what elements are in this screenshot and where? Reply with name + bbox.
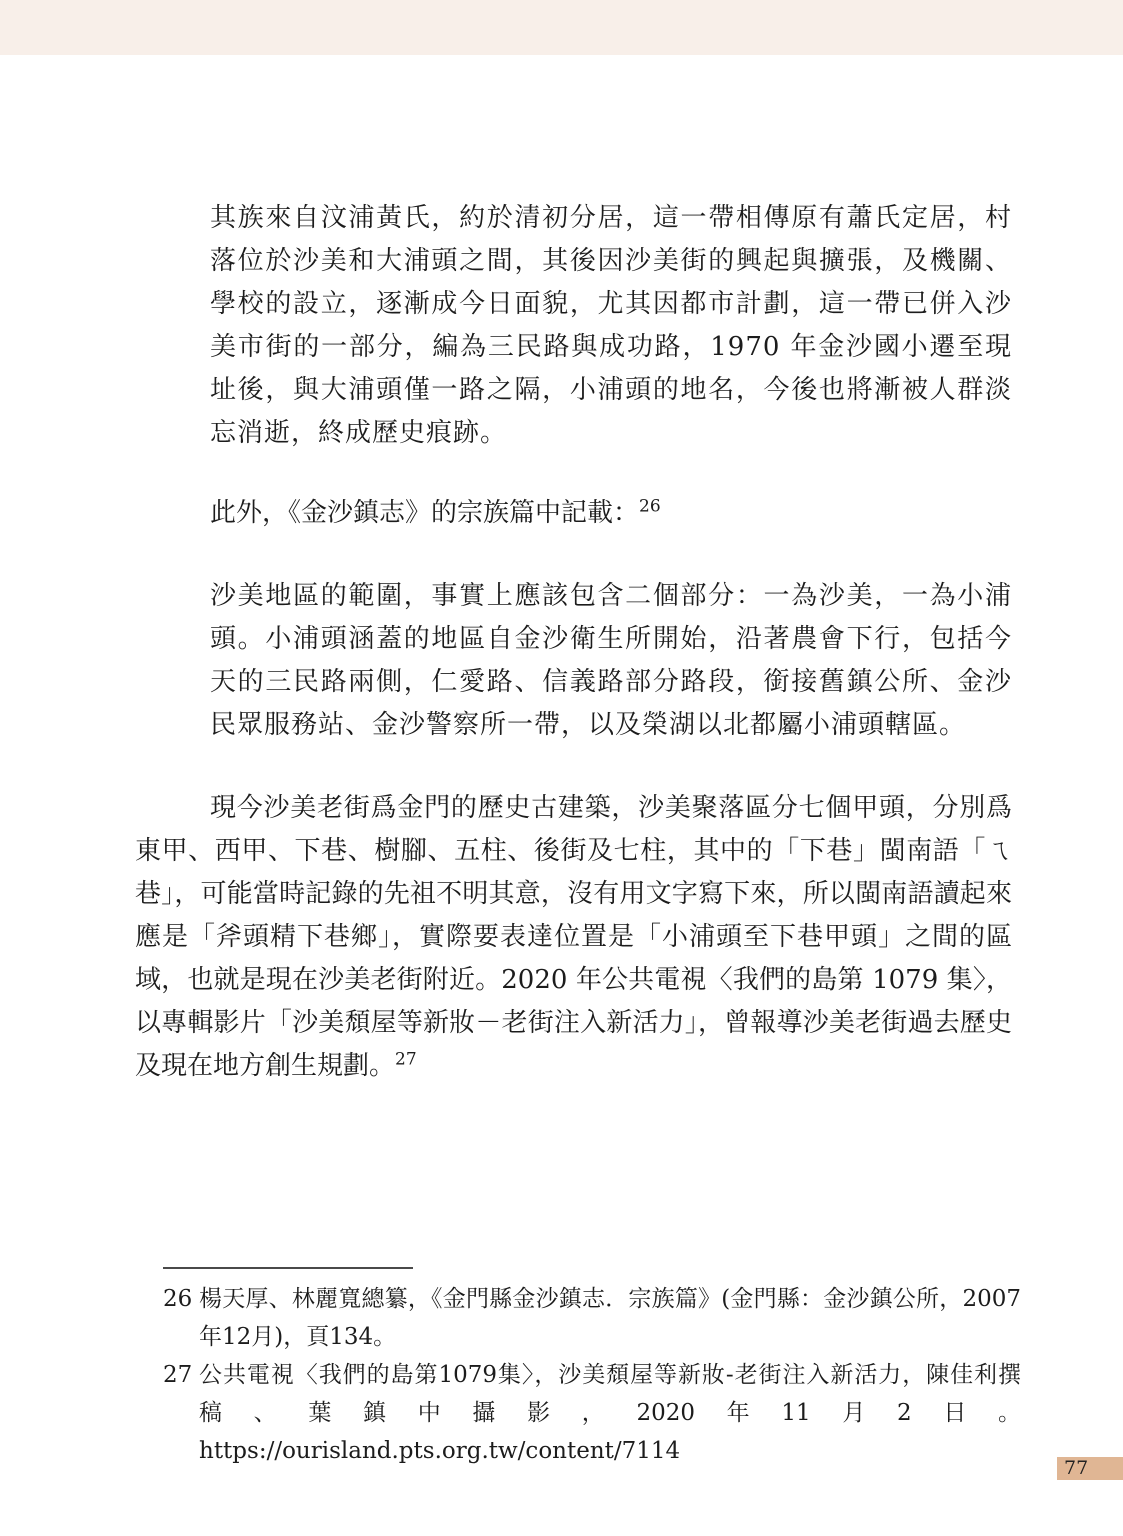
footnote-ref-26: 26 — [639, 496, 661, 517]
footnote-number: 27 — [163, 1362, 193, 1388]
footnote-text: 楊天厚、林麗寬總纂，《金門縣金沙鎮志．宗族篇》(金門縣：金沙鎮公所，2007年12月)，頁134。 — [199, 1286, 1021, 1350]
footnotes-section — [163, 1267, 1021, 1470]
block-quote-town-gazetteer: 沙美地區的範圍，事實上應該包含二個部分：一為沙美，一為小浦頭。小浦頭涵蓋的地區自金沙衛生所開始，沿著農會下行，包括今天的三民路兩側，仁愛路、信義路部分路段，銜接舊鎮公所、金沙民眾服務站、金沙警察所一帶，以及榮湖以北都屬小浦頭轄區。 — [210, 581, 1012, 740]
footnote-number: 26 — [163, 1286, 193, 1312]
footnote-ref-27: 27 — [395, 1049, 417, 1070]
header-band — [0, 0, 1123, 55]
footnote-separator — [163, 1267, 413, 1269]
intro-text: 此外，《金沙鎮志》的宗族篇中記載： — [210, 498, 640, 528]
footnote-27 — [163, 1356, 1021, 1470]
page-body — [135, 197, 1012, 1088]
page-number-badge: 77 — [1057, 1457, 1123, 1480]
closing-paragraph — [135, 787, 1012, 1088]
footnote-26 — [163, 1280, 1021, 1356]
intro-paragraph — [135, 492, 1012, 535]
closing-text: 現今沙美老街爲金門的歷史古建築，沙美聚落區分七個甲頭，分別爲東甲、西甲、下巷、樹腳、五柱、後街及七柱，其中的「下巷」閩南語「ㄟ巷」，可能當時記錄的先祖不明其意，沒有用文字寫下來，所以閩南語讀起來應是「斧頭精下巷鄉」，實際要表達位置是「小浦頭至下巷甲頭」之間的區域，也就是現在沙美老街附近。2020 年公共電視〈我們的島第 1079 集〉，以專輯影片「沙美頹屋等新妝－老街注入新活力」，曾報導沙美老街過去歷史及現在地方創生規劃。 — [135, 793, 1012, 1081]
block-quote-genealogy: 其族來自汶浦黃氏，約於清初分居，這一帶相傳原有蕭氏定居，村落位於沙美和大浦頭之間，其後因沙美街的興起與擴張，及機關、學校的設立，逐漸成今日面貌，尤其因都市計劃，這一帶已併入沙美市街的一部分，編為三民路與成功路，1970 年金沙國小遷至現址後，與大浦頭僅一路之隔，小浦頭的地名，今後也將漸被人群淡忘消逝，終成歷史痕跡。 — [210, 203, 1012, 448]
footnote-text: 公共電視〈我們的島第1079集〉，沙美頹屋等新妝-老街注入新活力，陳佳利撰稿、葉鎮中攝影，2020年11月2日。https://ourisland.pts.org.tw/content/7114 — [199, 1362, 1021, 1464]
